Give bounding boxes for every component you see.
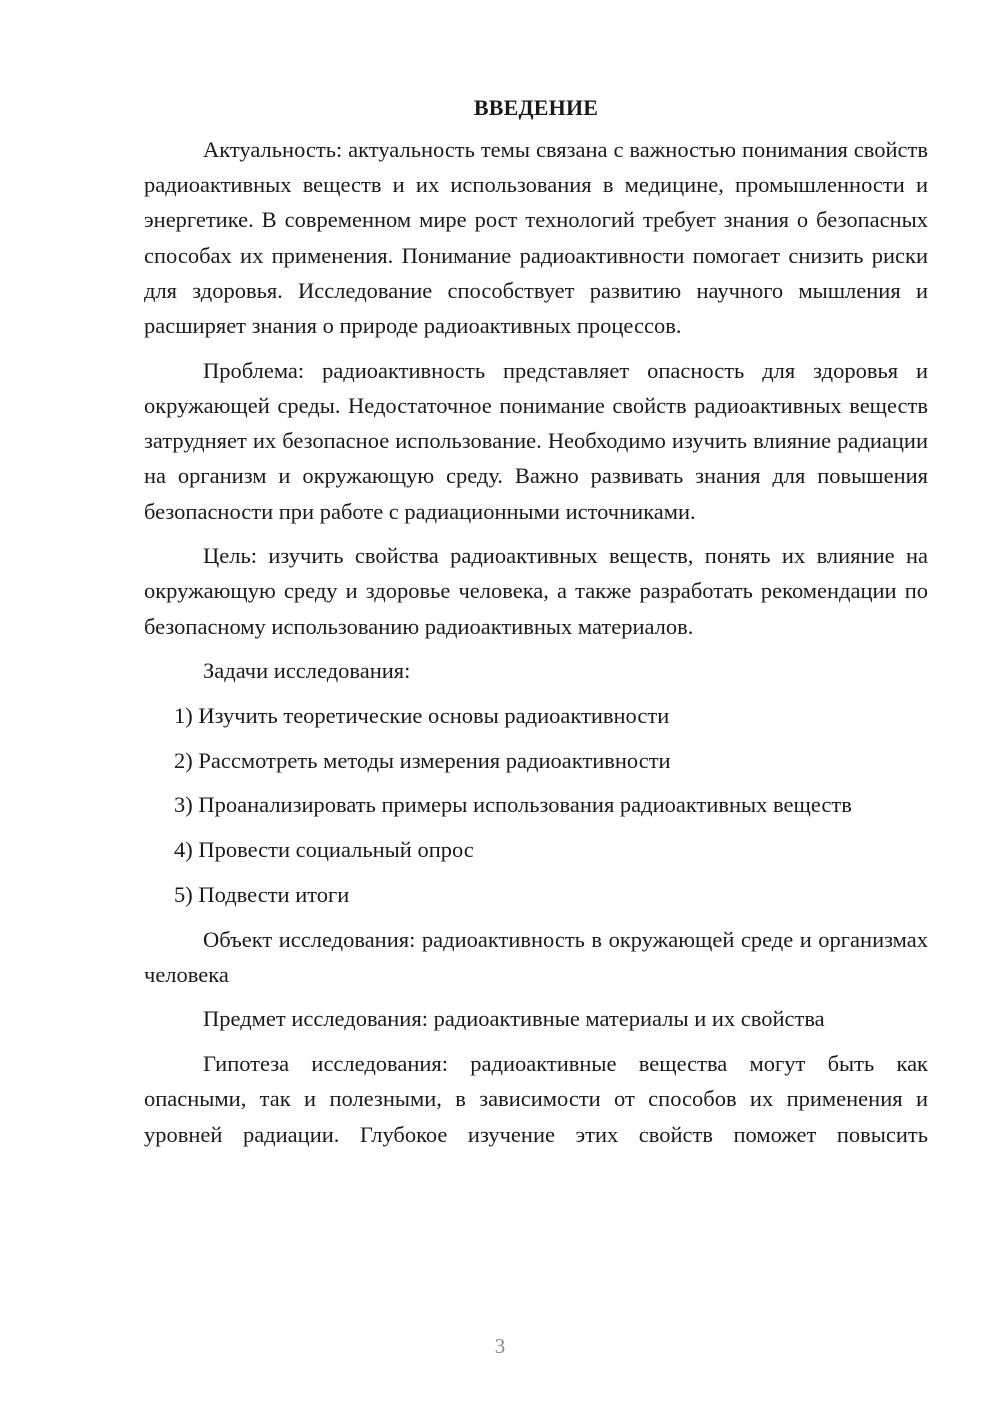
- goal-paragraph: Цель: изучить свойства радиоактивных веществ, понять их влияние на окружающую среду и здоровье человека, а также разработать рекомендации по безопасному использованию радиоактивных материалов.: [144, 543, 928, 639]
- task-item-4: 4) Провести социальный опрос: [174, 837, 474, 863]
- task-item-3: 3) Проанализировать примеры использования радиоактивных веществ: [174, 792, 852, 818]
- page-number: 3: [494, 1334, 506, 1358]
- section-heading: ВВЕДЕНИЕ: [473, 95, 599, 120]
- hypothesis-paragraph: Гипотеза исследования: радиоактивные вещества могут быть как опасными, так и полезными, в зависимости от способов их применения и уровней радиации. Глубокое изучение этих свойств поможет повысить: [144, 1051, 928, 1147]
- relevance-paragraph: Актуальность: актуальность темы связана с важностью понимания свойств радиоактивных веществ и их использования в медицине, промышленности и энергетике. В современном мире рост технологий требует знания о безопасных способах их применения. Понимание радиоактивности помогает снизить риски для здоровья. Исследование способствует развитию научного мышления и расширяет знания о природе радиоактивных процессов.: [144, 137, 928, 339]
- task-item-1: 1) Изучить теоретические основы радиоактивности: [174, 703, 670, 729]
- document-page: [144, 90, 928, 1161]
- tasks-title: Задачи исследования:: [203, 658, 411, 684]
- object-paragraph: Объект исследования: радиоактивность в окружающей среде и организмах человека: [144, 926, 928, 987]
- task-item-2: 2) Рассмотреть методы измерения радиоактивности: [174, 747, 671, 773]
- subject-paragraph: Предмет исследования: радиоактивные материалы и их свойства: [203, 1006, 825, 1032]
- problem-paragraph: Проблема: радиоактивность представляет опасность для здоровья и окружающей среды. Недостаточное понимание свойств радиоактивных веществ затрудняет их безопасное использование. Необходимо изучить влияние радиации на организм и окружающую среду. Важно развивать знания для повышения безопасности при работе с радиационными источниками.: [144, 357, 928, 524]
- task-item-5: 5) Подвести итоги: [174, 881, 350, 907]
